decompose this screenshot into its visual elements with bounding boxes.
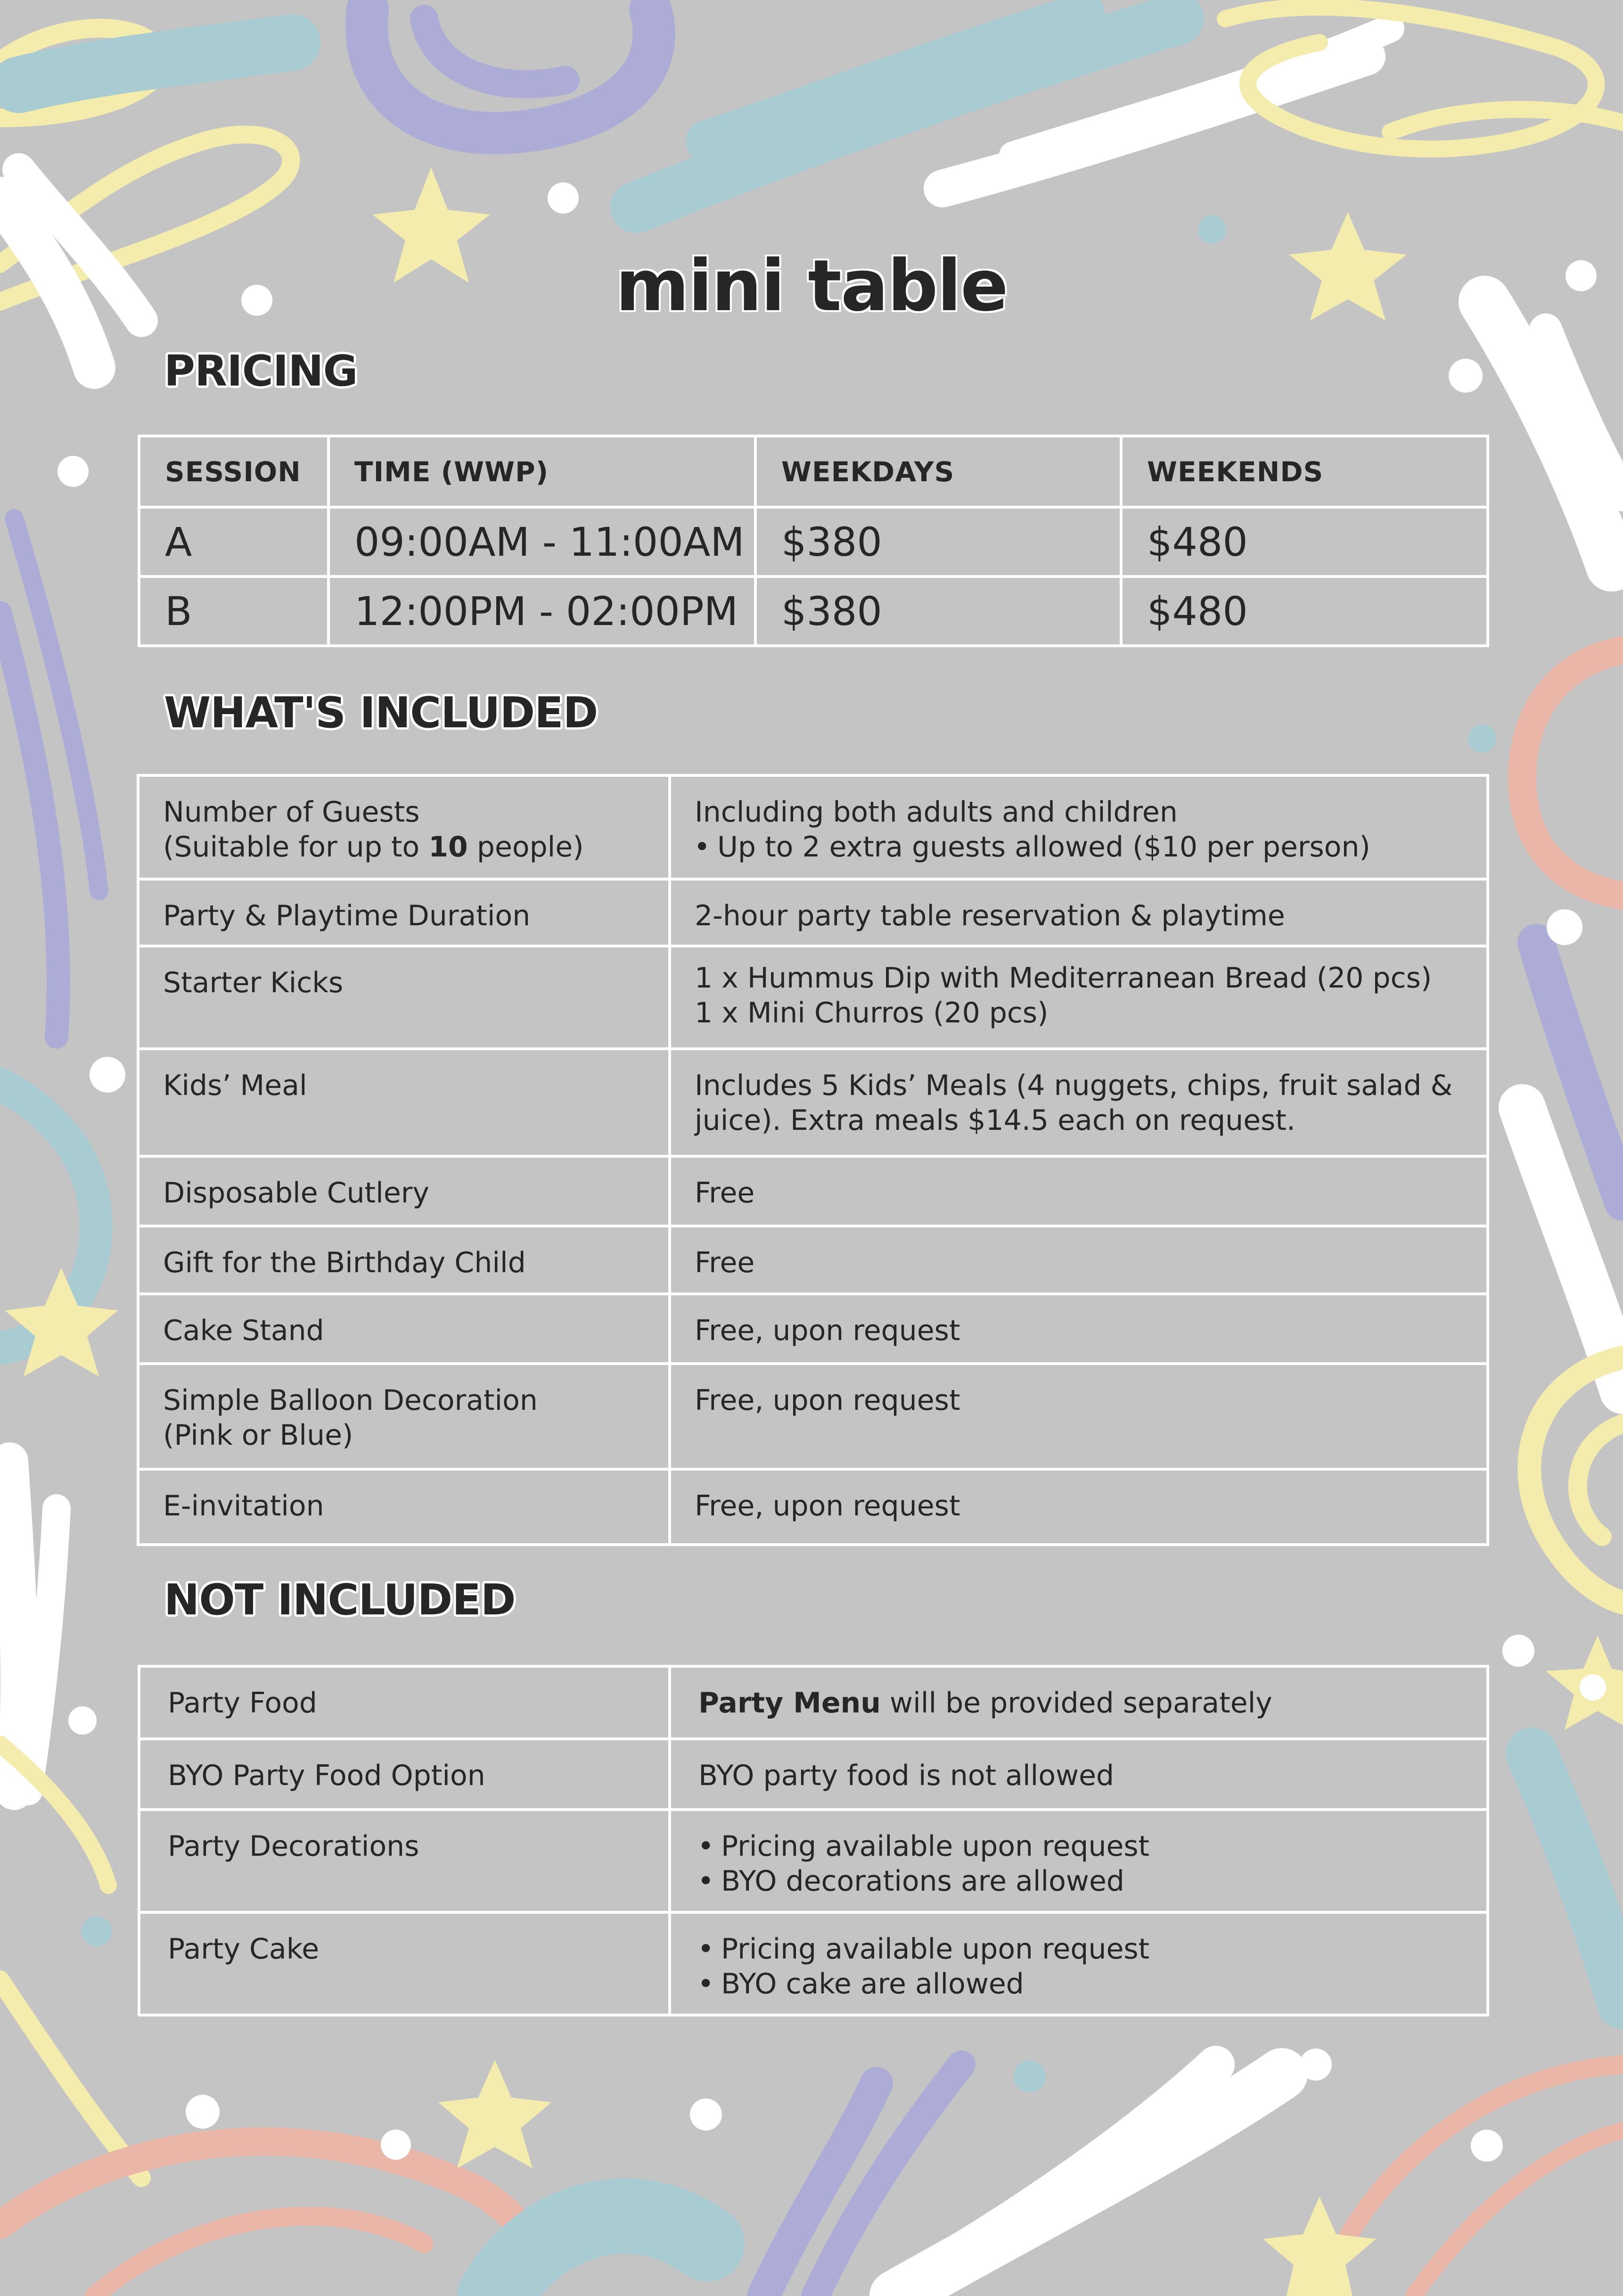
weekend-price-cell: $480: [1121, 507, 1488, 576]
einvite-value: Free, upon request: [670, 1469, 1488, 1545]
duration-label: Party & Playtime Duration: [138, 879, 670, 946]
party-cake-label: Party Cake: [139, 1912, 670, 2015]
duration-value: 2-hour party table reservation & playtime: [670, 879, 1488, 946]
page-title: mini table: [615, 245, 1008, 327]
kids-meal-value: Includes 5 Kids’ Meals (4 nuggets, chips, fruit salad & juice). Extra meals $14.5 each on request.: [670, 1049, 1488, 1156]
starter-label: Starter Kicks: [138, 946, 670, 1049]
time-cell: 12:00PM - 02:00PM: [328, 576, 755, 646]
column-header-time: TIME (WWP): [328, 436, 755, 507]
pricing-table: [138, 435, 1489, 647]
party-menu-text: Party Menu: [698, 1687, 881, 1720]
cake-bullet-list: [687, 1932, 1467, 2001]
party-food-label: Party Food: [139, 1666, 670, 1739]
guests-value-line1: Including both adults and children: [695, 796, 1178, 829]
guests-count: 10: [428, 831, 468, 864]
decorations-label: Party Decorations: [139, 1810, 670, 1912]
list-item: • BYO decorations are allowed: [687, 1864, 1467, 1899]
balloon-value: Free, upon request: [670, 1364, 1488, 1469]
table-row: [138, 879, 1488, 946]
column-header-weekdays: WEEKDAYS: [755, 436, 1121, 507]
column-header-session: SESSION: [139, 436, 328, 507]
table-row: [138, 1226, 1488, 1294]
table-row: [139, 576, 1488, 646]
guests-label-line1: Number of Guests: [163, 796, 420, 829]
time-cell: 09:00AM - 11:00AM: [328, 507, 755, 576]
column-header-weekends: WEEKENDS: [1121, 436, 1488, 507]
byo-food-value: BYO party food is not allowed: [670, 1739, 1488, 1810]
weekday-price-cell: $380: [755, 507, 1121, 576]
list-item: • Up to 2 extra guests allowed ($10 per person): [683, 830, 1467, 864]
guests-label-pre: (Suitable for up to: [163, 831, 429, 864]
weekday-price-cell: $380: [755, 576, 1121, 646]
list-item: • Pricing available upon request: [687, 1932, 1467, 1967]
starter-value-line2: 1 x Mini Churros (20 pcs): [695, 996, 1049, 1029]
table-row: [139, 507, 1488, 576]
session-cell: A: [139, 507, 328, 576]
byo-food-label: BYO Party Food Option: [139, 1739, 670, 1810]
weekend-price-cell: $480: [1121, 576, 1488, 646]
einvite-label: E-invitation: [138, 1469, 670, 1545]
table-row: [138, 1294, 1488, 1364]
gift-label: Gift for the Birthday Child: [138, 1226, 670, 1294]
cutlery-value: Free: [670, 1156, 1488, 1226]
guests-label-post: people): [467, 831, 584, 864]
session-cell: B: [139, 576, 328, 646]
not-included-table: [138, 1665, 1489, 2016]
balloon-label: [138, 1364, 670, 1469]
table-row: [138, 1469, 1488, 1545]
gift-value: Free: [670, 1226, 1488, 1294]
party-food-value: [670, 1666, 1488, 1739]
decorations-value: [670, 1810, 1488, 1912]
starter-value: [670, 946, 1488, 1049]
pricing-heading: PRICING: [164, 346, 358, 396]
guests-value: [670, 775, 1488, 879]
cake-stand-value: Free, upon request: [670, 1294, 1488, 1364]
table-row: [139, 1739, 1488, 1810]
table-row: [139, 1912, 1488, 2015]
list-item: • BYO cake are allowed: [687, 1967, 1467, 2001]
kids-meal-label: Kids’ Meal: [138, 1049, 670, 1156]
guests-label-line2: [163, 830, 649, 864]
included-heading: WHAT'S INCLUDED: [164, 688, 598, 738]
balloon-label-line2: (Pink or Blue): [163, 1419, 353, 1452]
table-row: [138, 1049, 1488, 1156]
table-row: [138, 775, 1488, 879]
party-food-value-rest: will be provided separately: [880, 1687, 1272, 1720]
table-row: [138, 1156, 1488, 1226]
not-included-heading: NOT INCLUDED: [164, 1575, 516, 1625]
table-row: [138, 946, 1488, 1049]
balloon-label-line1: Simple Balloon Decoration: [163, 1384, 538, 1417]
table-row: [139, 1810, 1488, 1912]
starter-value-line1: 1 x Hummus Dip with Mediterranean Bread (20 pcs): [695, 962, 1432, 995]
guests-label: [138, 775, 670, 879]
cake-stand-label: Cake Stand: [138, 1294, 670, 1364]
list-item: • Pricing available upon request: [687, 1829, 1467, 1864]
table-row: [138, 1364, 1488, 1469]
cutlery-label: Disposable Cutlery: [138, 1156, 670, 1226]
included-table: [137, 774, 1489, 1546]
pricing-header-row: [139, 436, 1488, 507]
decorations-bullet-list: [687, 1829, 1467, 1899]
guests-bullet-list: [683, 830, 1467, 864]
party-cake-value: [670, 1912, 1488, 2015]
table-row: [139, 1666, 1488, 1739]
